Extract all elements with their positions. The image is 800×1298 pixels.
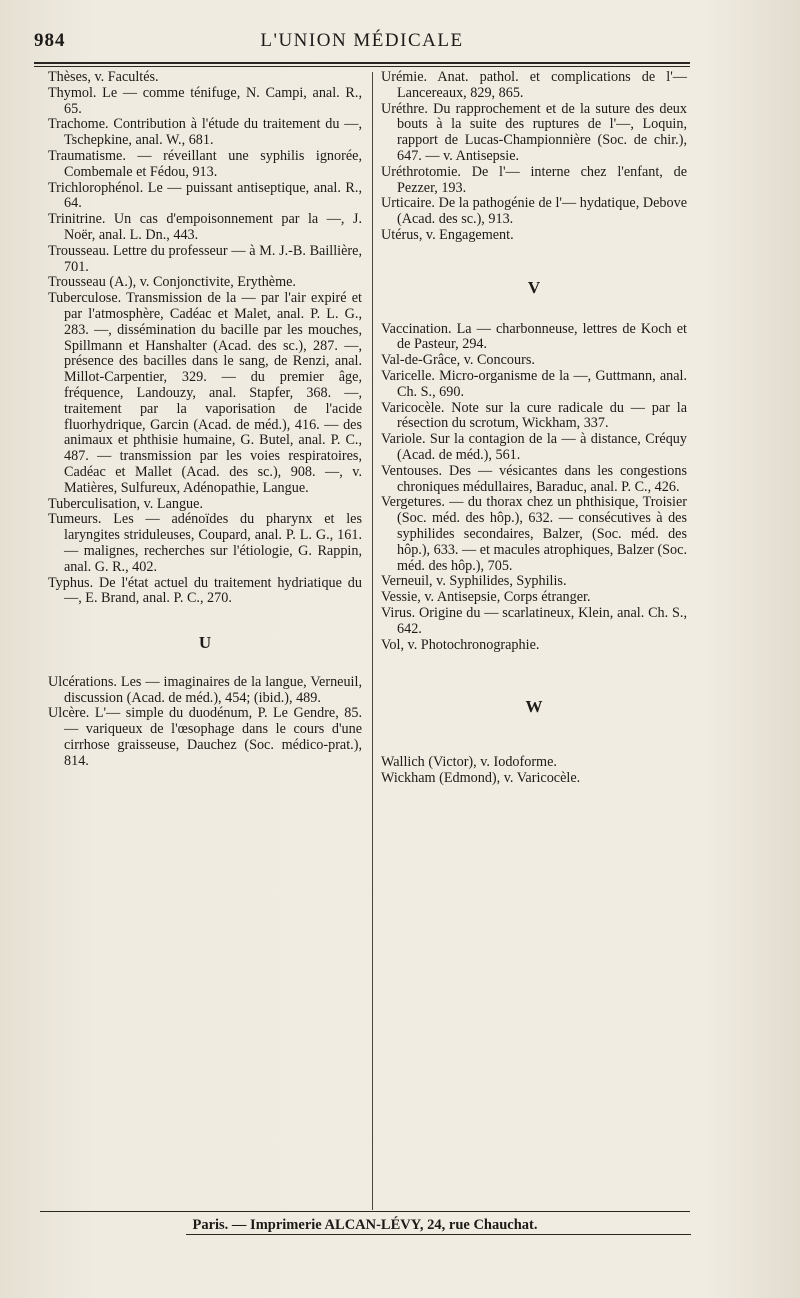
index-entry: Typhus. De l'état actuel du traitement hydriatique du —, E. Brand, anal. P. C., 270.: [48, 574, 362, 607]
index-entry: Ulcérations. Les — imaginaires de la langue, Verneuil, discussion (Acad. de méd.), 454; (ibid.), 489.: [48, 673, 362, 706]
header-rule: [34, 62, 690, 64]
index-entry: Vessie, v. Antisepsie, Corps étranger.: [381, 589, 591, 606]
page-header: [34, 30, 690, 58]
index-entry: Wickham (Edmond), v. Varicocèle.: [381, 769, 581, 786]
index-entry: Trachome. Contribution à l'étude du traitement du —, Tschepkine, anal. W., 681.: [48, 116, 362, 149]
index-entry: Thymol. Le — comme ténifuge, N. Campi, anal. R., 65.: [48, 84, 362, 117]
page-number: 984: [34, 30, 66, 51]
index-entry: Uréthrotomie. De l'— interne chez l'enfant, de Pezzer, 193.: [381, 163, 687, 196]
header-rule-thin: [34, 66, 690, 67]
index-entry: Virus. Origine du — scarlatineux, Klein, anal. Ch. S., 642.: [381, 604, 687, 637]
index-entry: Urticaire. De la pathogénie de l'— hydatique, Debove (Acad. des sc.), 913.: [381, 195, 687, 228]
index-entry: Trousseau. Lettre du professeur — à M. J.-B. Baillière, 701.: [48, 242, 362, 275]
index-entry: Verneuil, v. Syphilides, Syphilis.: [381, 573, 567, 590]
section-letter: W: [525, 697, 543, 717]
index-entry: Urémie. Anat. pathol. et complications de l'— Lancereaux, 829, 865.: [381, 69, 687, 101]
index-entry: Traumatisme. — réveillant une syphilis ignorée, Combemale et Fédou, 913.: [48, 147, 362, 180]
index-entry: Tumeurs. Les — adénoïdes du pharynx et les laryngites striduleuses, Coupard, anal. P. L. G., 161. — malignes, recherches sur l'étiologie, G. Rappin, anal. G. R., 402.: [48, 511, 362, 575]
footer-rule: [40, 1211, 690, 1212]
index-entry: Vol, v. Photochronographie.: [381, 636, 540, 653]
index-entry: Vaccination. La — charbonneuse, lettres de Koch et de Pasteur, 294.: [381, 320, 687, 353]
imprint-rule: [186, 1234, 691, 1235]
index-entry: Trichlorophénol. Le — puissant antiseptique, anal. R., 64.: [48, 179, 362, 212]
index-entry: Val-de-Grâce, v. Concours.: [381, 352, 535, 369]
running-title: L'UNION MÉDICALE: [260, 30, 464, 51]
index-entry: Utérus, v. Engagement.: [381, 226, 514, 243]
printer-imprint: Paris. — Imprimerie ALCAN-LÉVY, 24, rue Chauchat.: [192, 1217, 538, 1233]
index-column-left: [48, 70, 362, 770]
index-entry: Tuberculose. Transmission de la — par l'air expiré et par l'atmosphère, Cadéac et Malet, anal. P. L. G., 283. —, dissémination du bacille par les mouches, Spillmann et Hanshalter (Acad. des sc.), 287. —, présence des bacilles dans le sang, de Renzi, anal. Millot-Carpentier, 329. — du premier âge, fréquence, Landouzy, anal. Stapfer, 368. —, traitement par la vaporisation de l'acide fluorhydrique, Garcin (Acad. de méd.), 416. — des animaux et phthisie humaine, G. Butel, anal. P. C., 487. — transmission par les voies respiratoires, Cadéac et Mallet (Acad. des sc.), 908. —, v. Matières, Sulfureux, Adénopathie, Langue.: [48, 290, 362, 496]
index-entry: Uréthre. Du rapprochement et de la suture des deux bouts à la suite des ruptures de l'—, Loquin, rapport de Lucas-Championnière (Soc. de chir.), 647. — v. Antisepsie.: [381, 100, 687, 164]
column-divider: [372, 72, 373, 1210]
index-entry: Thèses, v. Facultés.: [48, 69, 159, 85]
index-entry: Vergetures. — du thorax chez un phthisique, Troisier (Soc. méd. des hôp.), 632. — consécutives à des syphilides secondaires, Balzer, (Soc. méd. des hôp.), 633. — et macules atrophiques, Balzer (Soc. méd. des hôp.), 705.: [381, 494, 687, 574]
index-entry: Ventouses. Des — vésicantes dans les congestions chroniques médullaires, Baraduc, anal. P. C., 426.: [381, 462, 687, 495]
index-entry: Wallich (Victor), v. Iodoforme.: [381, 754, 557, 771]
index-entry: Varicocèle. Note sur la cure radicale du — par la résection du scrotum, Wickham, 337.: [381, 399, 687, 432]
index-column-right: [381, 70, 687, 787]
index-entry: Trousseau (A.), v. Conjonctivite, Erythème.: [48, 274, 296, 291]
index-entry: Ulcère. L'— simple du duodénum, P. Le Gendre, 85. — variqueux de l'œsophage dans le cours d'une cirrhose graisseuse, Dauchez (Soc. médico-prat.), 814.: [48, 705, 362, 769]
index-entry: Varicelle. Micro-organisme de la —, Guttmann, anal. Ch. S., 690.: [381, 367, 687, 400]
section-letter: U: [198, 633, 212, 653]
index-entry: Trinitrine. Un cas d'empoisonnement par la —, J. Noër, anal. L. Dn., 443.: [48, 211, 362, 243]
index-entry: Variole. Sur la contagion de la — à distance, Créquy (Acad. de méd.), 561.: [381, 431, 687, 463]
section-letter: V: [527, 277, 541, 297]
index-entry: Tuberculisation, v. Langue.: [48, 495, 203, 512]
